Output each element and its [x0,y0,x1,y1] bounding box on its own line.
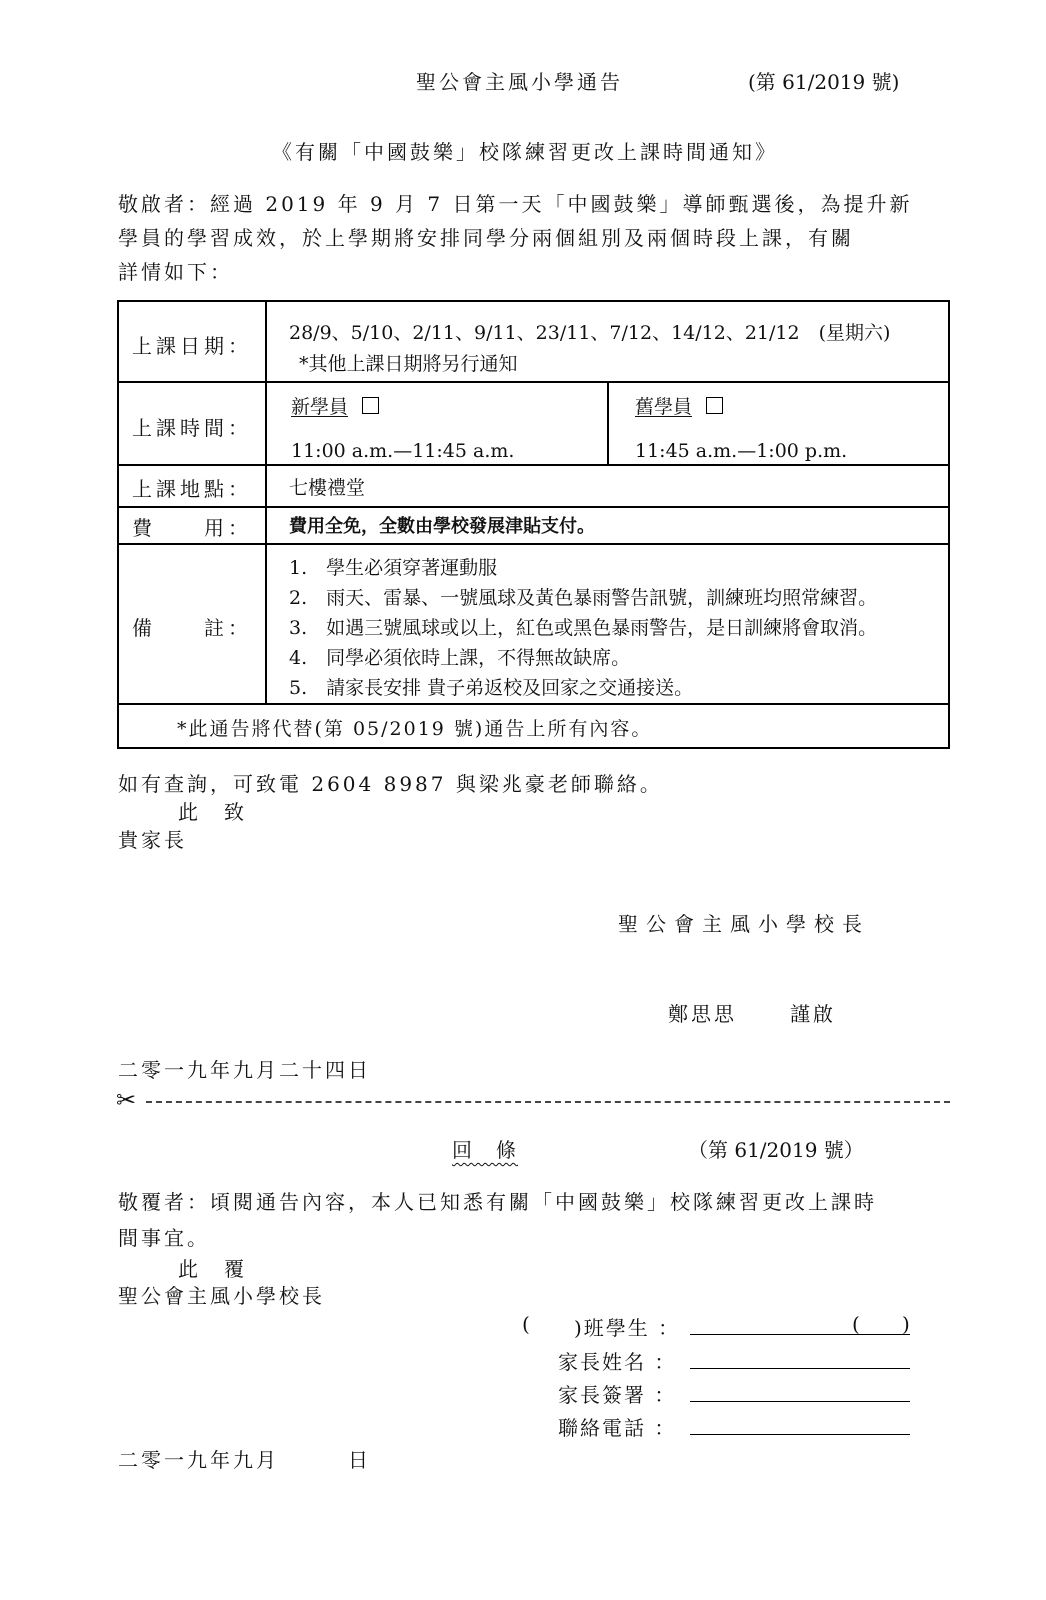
remarks-label: 備 註： [132,616,252,640]
addressee-text: 貴家長 [118,828,187,852]
venue-label: 上課地點： [132,477,252,501]
student-name-field[interactable] [690,1334,910,1335]
table-column-rule [265,302,267,703]
fee-value: 費用全免，全數由學校發展津貼支付。 [289,516,595,537]
phone-label: 聯絡電話 ： [558,1416,677,1440]
table-rule [119,381,948,383]
replace-note: *此通告將代替(第 05/2019 號)通告上所有內容。 [177,718,653,740]
new-member-checkbox[interactable] [362,397,379,414]
fee-label: 費 用： [132,516,252,540]
intro-line-2: 學員的學習成效，於上學期將安排同學分兩個組別及兩個時段上課，有關 [118,226,854,250]
remark-item: 4. 同學必須依時上課，不得無故缺席。 [289,647,631,669]
reply-title [452,1134,518,1163]
time-label: 上課時間： [132,416,252,440]
intro-line-3: 詳情如下： [118,260,233,284]
salute-text: 此 致 [178,800,247,824]
notice-date: 二零一九年九月二十四日 [118,1058,371,1082]
old-member-time: 11:45 a.m.—1:00 p.m. [635,440,848,462]
closing-text: 謹啟 [790,1002,836,1026]
remark-item: 2. 雨天、雷暴、一號風球及黃色暴雨警告訊號，訓練班均照常練習。 [289,587,878,609]
reply-addressee: 聖公會主風小學校長 [118,1284,325,1308]
principal-name: 鄭思思 [668,1002,737,1026]
parent-name-label: 家長姓名 ： [558,1350,677,1374]
venue-value: 七樓禮堂 [289,477,366,499]
info-table [117,300,950,749]
table-rule [119,464,948,466]
new-member-label: 新學員 [291,396,349,418]
remark-item: 5. 請家長安排 貴子弟返校及回家之交通接送。 [289,677,694,699]
remark-item: 1. 學生必須穿著運動服 [289,557,498,579]
table-column-rule [607,381,609,464]
intro-line-1: 敬啟者：經過 2019 年 9 月 7 日第一天「中國鼓樂」導師甄選後，為提升新 [118,192,913,216]
class-open-paren: ( [522,1312,530,1336]
table-rule [119,543,948,545]
principal-title: 聖公會主風小學校長 [618,912,870,936]
reply-salute: 此 覆 [178,1257,247,1281]
class-no-close-paren: ) [902,1312,910,1336]
new-member-time: 11:00 a.m.—11:45 a.m. [291,440,515,462]
reply-title-text: 回 條 [452,1138,518,1162]
notice-title: 聖公會主風小學通告 [416,70,623,94]
notice-subject: 《有關「中國鼓樂」校隊練習更改上課時間通知》 [272,140,778,164]
dates-note: *其他上課日期將另行通知 [299,353,518,375]
cut-line [146,1101,950,1103]
new-member-option[interactable] [291,392,379,419]
class-student-label: )班學生 ： [574,1316,681,1340]
old-member-checkbox[interactable] [706,397,723,414]
reply-line-2: 間事宜。 [118,1226,210,1250]
enquiry-text: 如有查詢，可致電 2604 8987 與梁兆豪老師聯絡。 [118,772,663,796]
phone-field[interactable] [690,1434,910,1435]
table-rule [119,703,948,705]
dates-label: 上課日期： [132,334,252,358]
dates-value: 28/9、5/10、2/11、9/11、23/11、7/12、14/12、21/12 (星期六) [289,322,891,344]
parent-name-field[interactable] [690,1368,910,1369]
scissors-icon: ✂ [116,1086,137,1114]
old-member-option[interactable] [635,392,723,419]
parent-signature-label: 家長簽署 ： [558,1383,677,1407]
reply-notice-number: （第 61/2019 號） [688,1138,864,1162]
parent-signature-field[interactable] [690,1401,910,1402]
notice-number: (第 61/2019 號) [748,70,900,94]
reply-line-1: 敬覆者：頃閱通告內容，本人已知悉有關「中國鼓樂」校隊練習更改上課時 [118,1190,877,1214]
class-no-open-paren: ( [852,1312,860,1336]
old-member-label: 舊學員 [635,396,693,418]
remark-item: 3. 如遇三號風球或以上，紅色或黑色暴雨警告，是日訓練將會取消。 [289,617,878,639]
table-rule [119,506,948,508]
reply-date: 二零一九年九月 日 [118,1448,371,1472]
